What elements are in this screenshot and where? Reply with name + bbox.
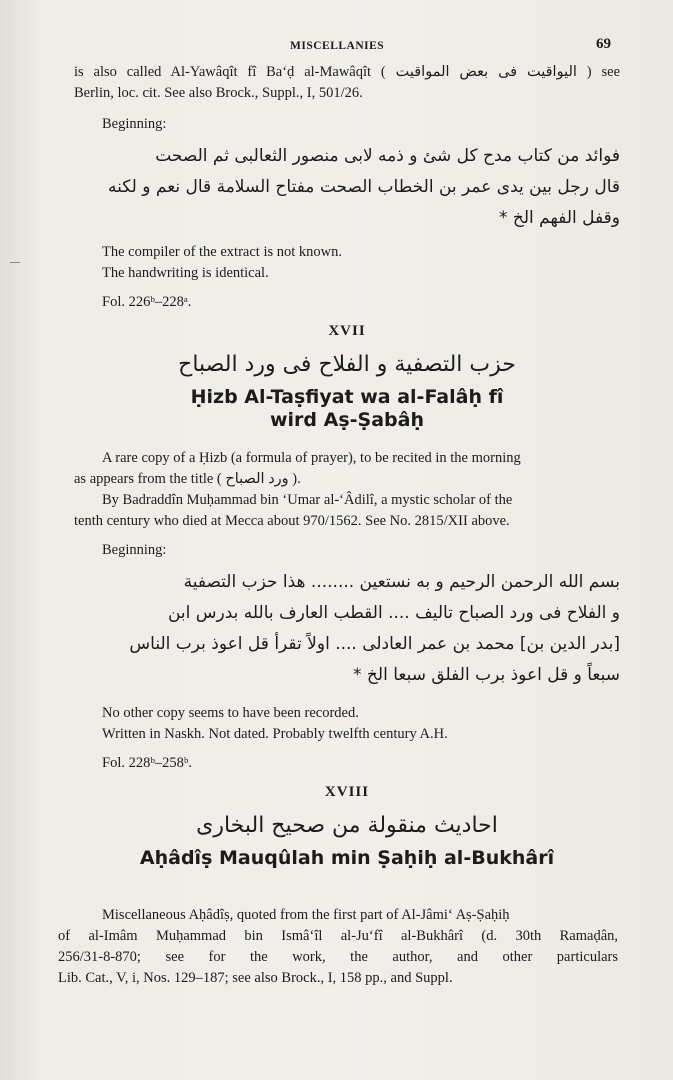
note-line: Written in Naskh. Not dated. Probably twelfth century A.H.	[102, 726, 448, 742]
note-line: The compiler of the extract is not known.	[102, 244, 342, 260]
description-line: Lib. Cat., V, i, Nos. 129–187; see also Brock., I, 158 pp., and Suppl.	[58, 970, 453, 986]
running-head: MISCELLANIES	[290, 40, 385, 52]
folio-reference: Fol. 226ᵇ–228ᵃ.	[102, 294, 192, 310]
section-title: Aḥâdîṣ Mauqûlah min Ṣaḥiḥ al-Bukhârî	[139, 847, 555, 869]
description-line: Miscellaneous Aḥâdîṣ, quoted from the first part of Al-Jâmi‘ Aṣ-Ṣaḥiḥ	[102, 907, 510, 923]
section-title: wird Aṣ-Ṣabâḥ	[269, 409, 424, 431]
section-number: XVII	[328, 323, 366, 339]
arabic-line: و الفلاح فى ورد الصباح تاليف .... القطب العارف بالله بدرس ابن	[167, 603, 620, 623]
description-line: as appears from the title ( ورد الصباح ).	[74, 471, 301, 487]
section-title: Ḥizb Al-Taṣfiyat wa al-Falâḥ fî	[190, 386, 504, 408]
description-line: By Badraddîn Muḥammad bin ‘Umar al-‘Âdilî, a mystic scholar of the	[102, 492, 513, 508]
page-number: 69	[596, 36, 611, 52]
description-line: of al-Imâm Muḥammad bin Ismâ‘îl al-Ju‘fî al-Bukhârî (d. 30th Ramaḍân,	[58, 928, 618, 944]
arabic-line: [بدر الدين بن] محمد بن عمر العادلى .... اولاً تقرأ قل اعوذ برب الناس	[129, 634, 620, 654]
arabic-line: وقفل الفهم الخ *	[498, 208, 620, 228]
intro-line-1: is also called Al-Yawâqît fî Ba‘ḍ al-Mawâqît ( اليواقيت فى بعض المواقيت ) see	[74, 64, 620, 80]
description-line: tenth century who died at Mecca about 970/1562. See No. 2815/XII above.	[74, 513, 510, 529]
page-header	[0, 36, 673, 58]
beginning-label: Beginning:	[102, 542, 167, 558]
section-number: XVIII	[324, 784, 370, 800]
arabic-line: سبعاً و قل اعوذ برب الفلق سبعا الخ *	[353, 665, 620, 685]
note-line: No other copy seems to have been recorded.	[102, 705, 359, 721]
note-line: The handwriting is identical.	[102, 265, 269, 281]
arabic-line: فوائد من كتاب مدح كل شئ و ذمه لابى منصور الثعالبى ثم الصحت	[155, 146, 620, 166]
description-line: 256/31-8-870; see for the work, the author, and other particulars	[58, 949, 618, 965]
margin-mark	[10, 262, 20, 263]
arabic-line: بسم الله الرحمن الرحيم و به نستعين ........ هذا حزب التصفية	[183, 572, 620, 592]
beginning-label: Beginning:	[102, 116, 167, 132]
arabic-title: حزب التصفية و الفلاح فى ورد الصباح	[178, 352, 516, 377]
arabic-title: احاديث منقولة من صحيح البخارى	[196, 813, 498, 838]
description-line: A rare copy of a Ḥizb (a formula of prayer), to be recited in the morning	[102, 450, 521, 466]
section-description	[58, 905, 618, 989]
page-content	[74, 62, 620, 870]
folio-reference: Fol. 228ᵇ–258ᵇ.	[102, 755, 192, 771]
arabic-line: قال رجل بين يدى عمر بن الخطاب الصحت مفتاح السلامة قال نعم و لكنه	[108, 177, 620, 197]
intro-line-2: Berlin, loc. cit. See also Brock., Suppl., I, 501/26.	[74, 85, 363, 101]
